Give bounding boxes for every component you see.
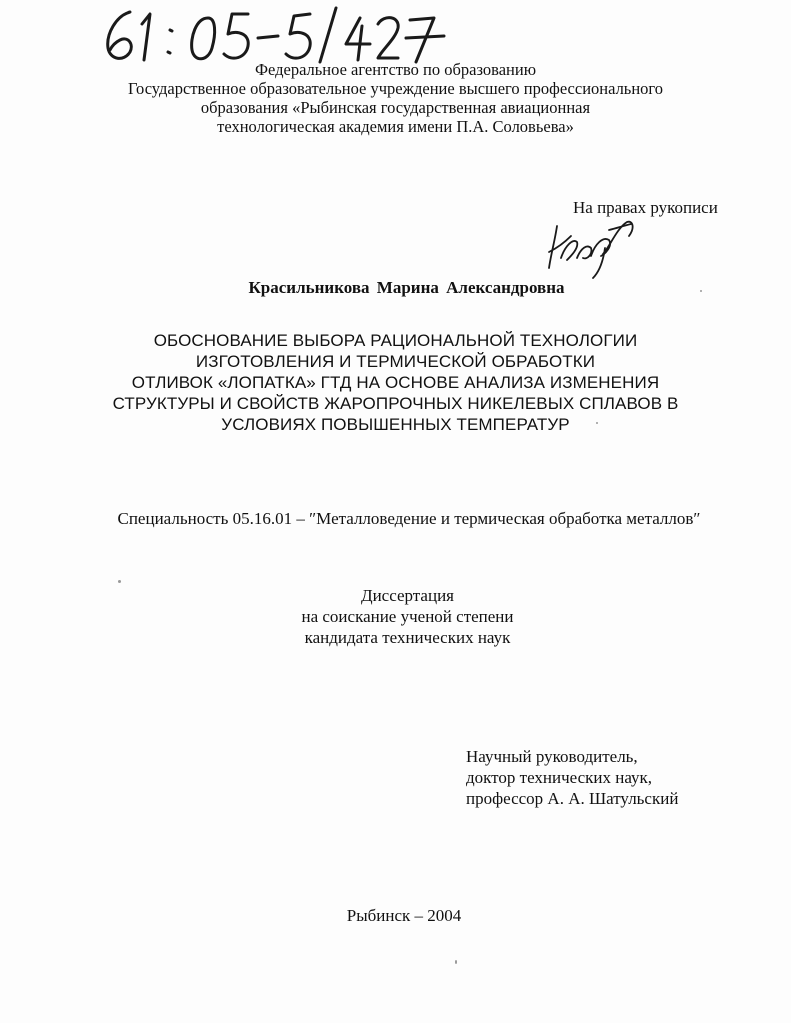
dissertation-label: Диссертация [360,586,454,605]
agency-name: Федеральное агентство по образованию [254,60,537,79]
scan-speck [118,580,121,583]
title-line: ИЗГОТОВЛЕНИЯ И ТЕРМИЧЕСКОЙ ОБРАБОТКИ [195,352,596,371]
scan-speck [596,422,598,424]
title-line: ОТЛИВОК «ЛОПАТКА» ГТД НА ОСНОВЕ АНАЛИЗА ИЗМЕНЕНИЯ [131,373,660,392]
supervisor-block [466,746,678,809]
handwritten-registration-code [98,4,448,66]
supervisor-heading: Научный руководитель, [466,747,638,766]
title-line: СТРУКТУРЫ И СВОЙСТВ ЖАРОПРОЧНЫХ НИКЕЛЕВЫХ СПЛАВОВ В [112,394,679,413]
author-signature [543,218,643,280]
supervisor-degree: доктор технических наук, [466,768,653,787]
city-year: Рыбинск – 2004 [346,906,462,925]
institution-line: Государственное образовательное учреждение высшего профессионального [127,79,664,98]
degree-line: кандидата технических наук [304,628,511,647]
title-line: ОБОСНОВАНИЕ ВЫБОРА РАЦИОНАЛЬНОЙ ТЕХНОЛОГИИ [153,331,638,350]
scan-speck [455,960,457,964]
degree-line: на соискание ученой степени [301,607,514,626]
institution-line: технологическая академия имени П.А. Соловьева» [217,117,574,136]
scan-speck [700,290,702,292]
manuscript-rights-label: На правах рукописи [573,198,718,217]
institution-line: образования «Рыбинская государственная авиационная [200,98,591,117]
author-name: Красильникова Марина Александровна [248,278,565,297]
title-line: УСЛОВИЯХ ПОВЫШЕННЫХ ТЕМПЕРАТУР [221,415,570,434]
supervisor-name: профессор А. А. Шатульский [466,789,679,808]
specialty-line: Специальность 05.16.01 – ″Металловедение и термическая обработка металлов″ [117,509,701,528]
